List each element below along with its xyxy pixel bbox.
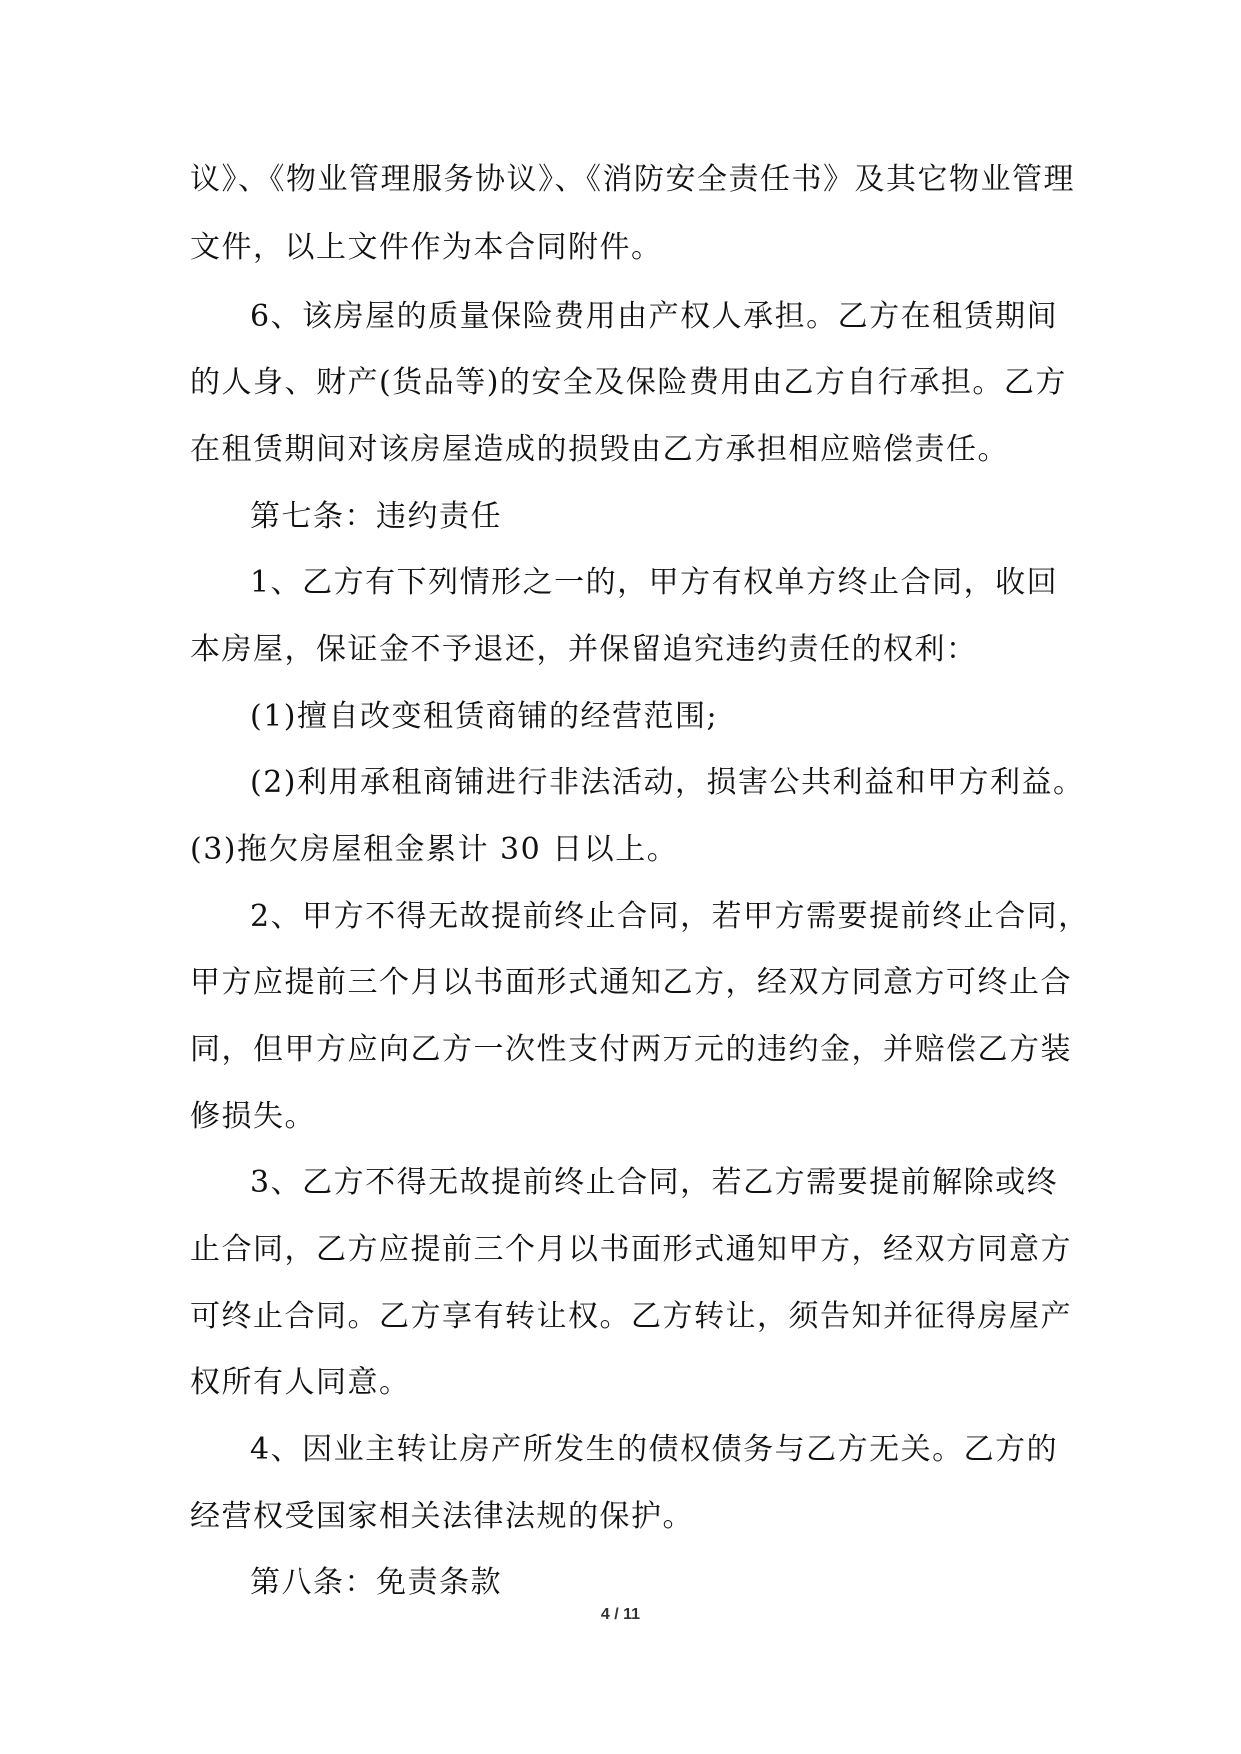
body-line: 的人身、财产(货品等)的安全及保险费用由乙方自行承担。乙方 [190,365,1067,400]
section-heading: 第七条：违约责任 [250,499,502,534]
page-number: 4 / 11 [600,1606,641,1623]
body-line: 权所有人同意。 [190,1365,411,1400]
body-line: 修损失。 [190,1099,316,1134]
list-item: (3)拖欠房屋租金累计 30 日以上。 [190,832,679,867]
body-line: 2、甲方不得无故提前终止合同，若甲方需要提前终止合同， [250,899,1090,934]
body-line: 6、该房屋的质量保险费用由产权人承担。乙方在租赁期间 [250,299,1059,334]
body-line: 在租赁期间对该房屋造成的损毁由乙方承担相应赔偿责任。 [190,432,1009,467]
body-line: 可终止合同。乙方享有转让权。乙方转让，须告知并征得房屋产 [190,1299,1072,1334]
body-line: 文件，以上文件作为本合同附件。 [190,230,663,265]
section-heading: 第八条：免责条款 [250,1565,502,1600]
list-item: (1)擅自改变租赁商铺的经营范围; [250,699,719,734]
body-line: 经营权受国家相关法律法规的保护。 [190,1499,694,1534]
list-item: (2)利用承租商铺进行非法活动，损害公共利益和甲方利益。 [250,765,1085,800]
body-line: 本房屋，保证金不予退还，并保留追究违约责任的权利： [190,632,978,667]
body-line: 止合同，乙方应提前三个月以书面形式通知甲方，经双方同意方 [190,1232,1072,1267]
body-line: 甲方应提前三个月以书面形式通知乙方，经双方同意方可终止合 [190,965,1072,1000]
body-line: 4、因业主转让房产所发生的债权债务与乙方无关。乙方的 [250,1432,1059,1467]
body-line: 1、乙方有下列情形之一的，甲方有权单方终止合同，收回 [250,565,1059,600]
body-line: 议》、《物业管理服务协议》、《消防安全责任书》及其它物业管理 [190,162,1075,197]
body-line: 3、乙方不得无故提前终止合同，若乙方需要提前解除或终 [250,1165,1059,1200]
body-line: 同，但甲方应向乙方一次性支付两万元的违约金，并赔偿乙方装 [190,1032,1072,1067]
